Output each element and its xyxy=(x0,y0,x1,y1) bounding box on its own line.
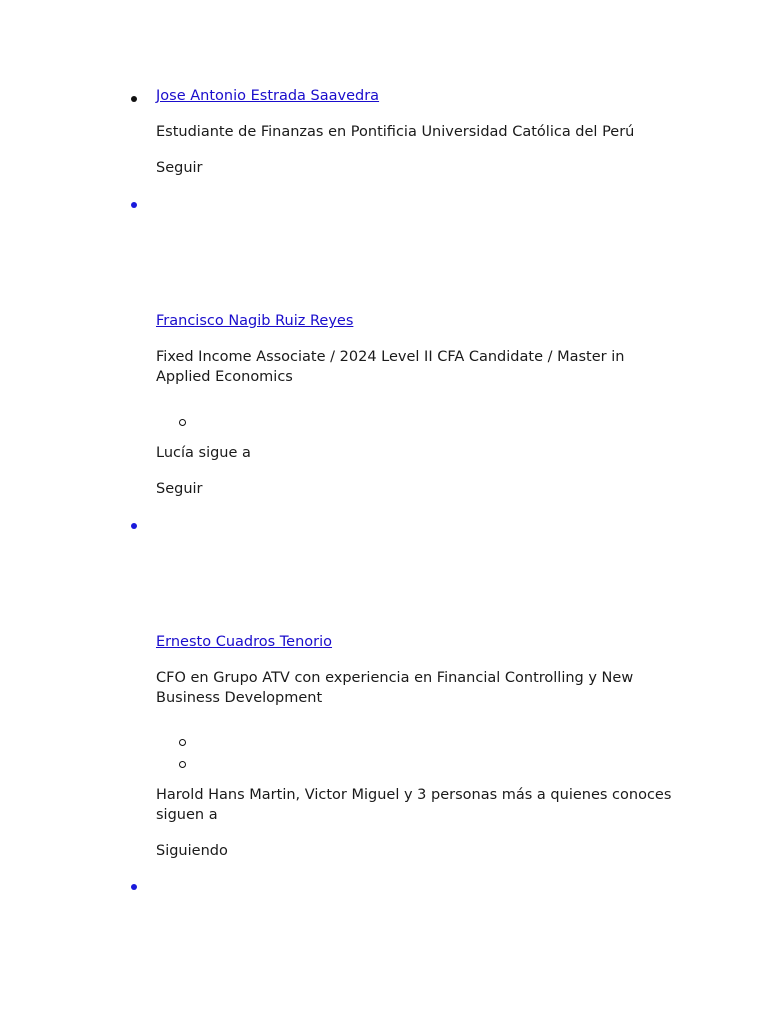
person-name-link[interactable]: Jose Antonio Estrada Saavedra xyxy=(156,88,380,104)
list-bullet xyxy=(131,96,137,102)
list-bullet xyxy=(131,884,137,890)
following-button[interactable]: Siguiendo xyxy=(156,843,228,859)
person-headline: CFO en Grupo ATV con experiencia en Financial Controlling y New Business Development xyxy=(156,670,634,706)
social-proof-text: Lucía sigue a xyxy=(156,445,251,461)
list-bullet xyxy=(131,202,137,208)
mutual-avatar-bullet xyxy=(179,419,186,426)
mutual-avatar-bullet xyxy=(179,761,186,768)
follow-button[interactable]: Seguir xyxy=(156,481,203,497)
list-bullet xyxy=(131,523,137,529)
person-headline: Fixed Income Associate / 2024 Level II CFA Candidate / Master in Applied Economics xyxy=(156,349,625,385)
person-headline: Estudiante de Finanzas en Pontificia Universidad Católica del Perú xyxy=(156,124,635,140)
social-proof-text: Harold Hans Martin, Victor Miguel y 3 personas más a quienes conoces siguen a xyxy=(156,787,672,823)
person-name-link[interactable]: Ernesto Cuadros Tenorio xyxy=(156,634,333,650)
mutual-avatar-bullet xyxy=(179,739,186,746)
follow-button[interactable]: Seguir xyxy=(156,160,203,176)
person-name-link[interactable]: Francisco Nagib Ruiz Reyes xyxy=(156,313,354,329)
